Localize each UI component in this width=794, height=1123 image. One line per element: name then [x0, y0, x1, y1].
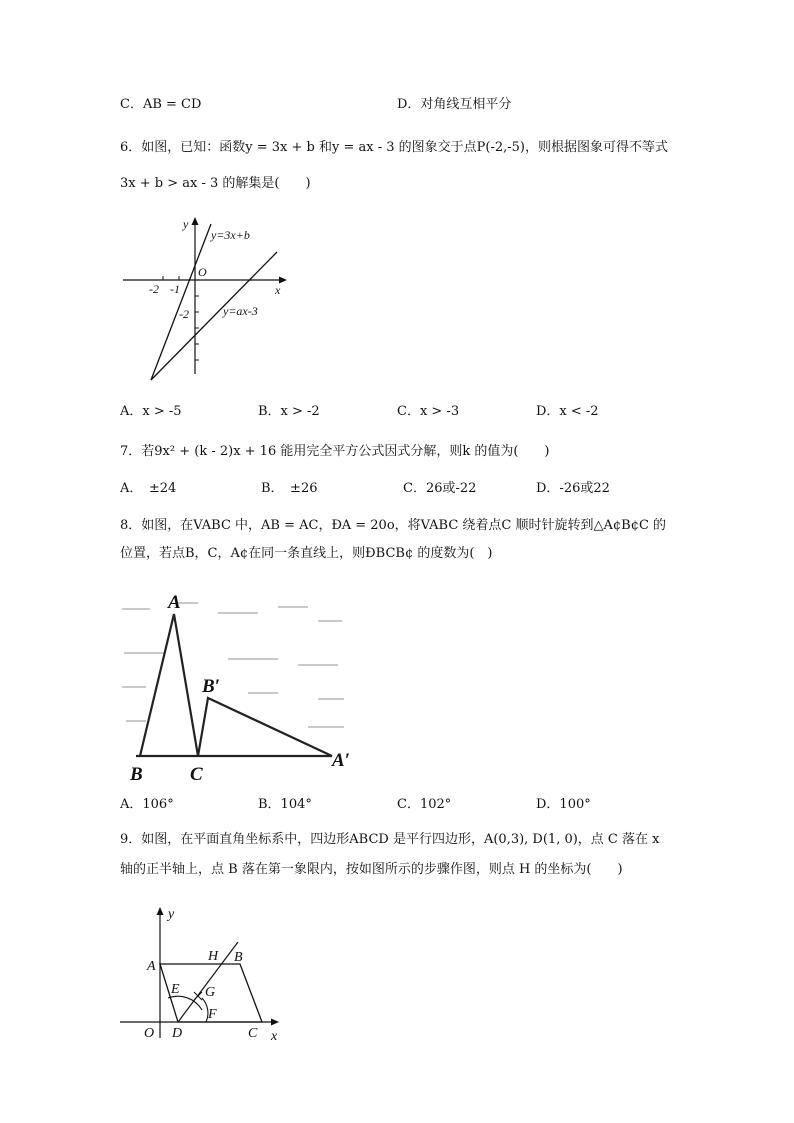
q8-option-d: D．100°: [536, 797, 591, 812]
q9-label-o: O: [144, 1026, 155, 1041]
q5-option-d: D．对角线互相平分: [397, 97, 512, 112]
q6-tick-label-m2: -2: [149, 282, 159, 296]
q9-stem-line1: 9．如图，在平面直角坐标系中，四边形ABCD 是平行四边形，A(0,3), D(1, 0)，点 C 落在 x: [120, 832, 660, 847]
q9-label-c: C: [248, 1026, 258, 1041]
q6-option-a: A．x > -5: [120, 404, 182, 419]
q6-option-b: B．x > -2: [258, 404, 320, 419]
q8-label-a-prime: A′: [332, 750, 351, 771]
q8-option-a: A．106°: [120, 797, 174, 812]
q6-figure: [115, 212, 300, 387]
q8-option-c: C．102°: [397, 797, 452, 812]
q8-label-c: C: [190, 764, 203, 785]
q6-tick-label-m1: -1: [170, 282, 180, 296]
q6-line1-label: y=3x+b: [211, 228, 250, 242]
q7-option-c: C．26或-22: [403, 481, 477, 496]
q7-option-d: D．-26或22: [536, 481, 610, 496]
q6-line-3x-plus-b: [151, 224, 211, 380]
q8-triangle-abc: [140, 614, 198, 756]
q8-label-b-prime: B′: [202, 676, 221, 697]
q6-tick-label-y-m2: -2: [179, 307, 189, 321]
q9-stem-line2: 轴的正半轴上，点 B 落在第一象限内，按如图所示的步骤作图，则点 H 的坐标为( ): [120, 862, 623, 877]
q9-label-x: x: [271, 1029, 278, 1044]
q6-line2-label: y=ax-3: [223, 304, 258, 318]
q7-option-b: B． ±26: [261, 481, 318, 496]
q6-y-arrow: [192, 217, 199, 225]
q9-label-b: B: [234, 950, 243, 965]
q9-figure: [116, 898, 296, 1048]
q6-option-d: D．x < -2: [536, 404, 599, 419]
q8-label-b: B: [130, 764, 143, 785]
q6-line-ax-minus-3: [151, 252, 277, 380]
q9-label-h: H: [208, 949, 219, 964]
q8-figure: [118, 588, 358, 788]
q9-y-arrow: [157, 907, 164, 915]
q9-label-d: D: [172, 1026, 183, 1041]
q8-stem-line2: 位置，若点B，C，A¢在同一条直线上，则ÐBCB¢ 的度数为( ): [120, 546, 493, 561]
q9-label-a: A: [147, 959, 156, 974]
q6-origin-label: O: [198, 265, 207, 279]
q9-x-arrow: [271, 1019, 279, 1026]
q6-x-label: x: [275, 283, 281, 297]
q9-arc-intersection-mark: [194, 992, 202, 1000]
q7-option-a: A． ±24: [120, 481, 177, 496]
q9-label-g: G: [205, 985, 216, 1000]
q8-label-a: A: [168, 592, 181, 613]
q5-option-c: C．AB = CD: [120, 97, 202, 112]
q9-label-f: F: [208, 1007, 217, 1022]
q8-option-b: B．104°: [258, 797, 312, 812]
q8-stem-line1: 8．如图，在VABC 中，AB = AC，ÐA = 20o，将VABC 绕着点C 顺时针旋转到△A¢B¢C 的: [120, 518, 667, 533]
q6-stem-line2: 3x + b > ax - 3 的解集是( ): [120, 176, 311, 191]
q9-label-y: y: [168, 907, 175, 922]
q7-stem: 7．若9x² + (k - 2)x + 16 能用完全平方公式因式分解，则k 的值为( ): [120, 444, 550, 459]
q6-y-label: y: [183, 217, 189, 231]
q6-option-c: C．x > -3: [397, 404, 460, 419]
q6-stem-line1: 6．如图，已知：函数y = 3x + b 和y = ax - 3 的图象交于点P(-2,-5)，则根据图象可得不等式: [120, 140, 668, 155]
q9-label-e: E: [171, 982, 180, 997]
